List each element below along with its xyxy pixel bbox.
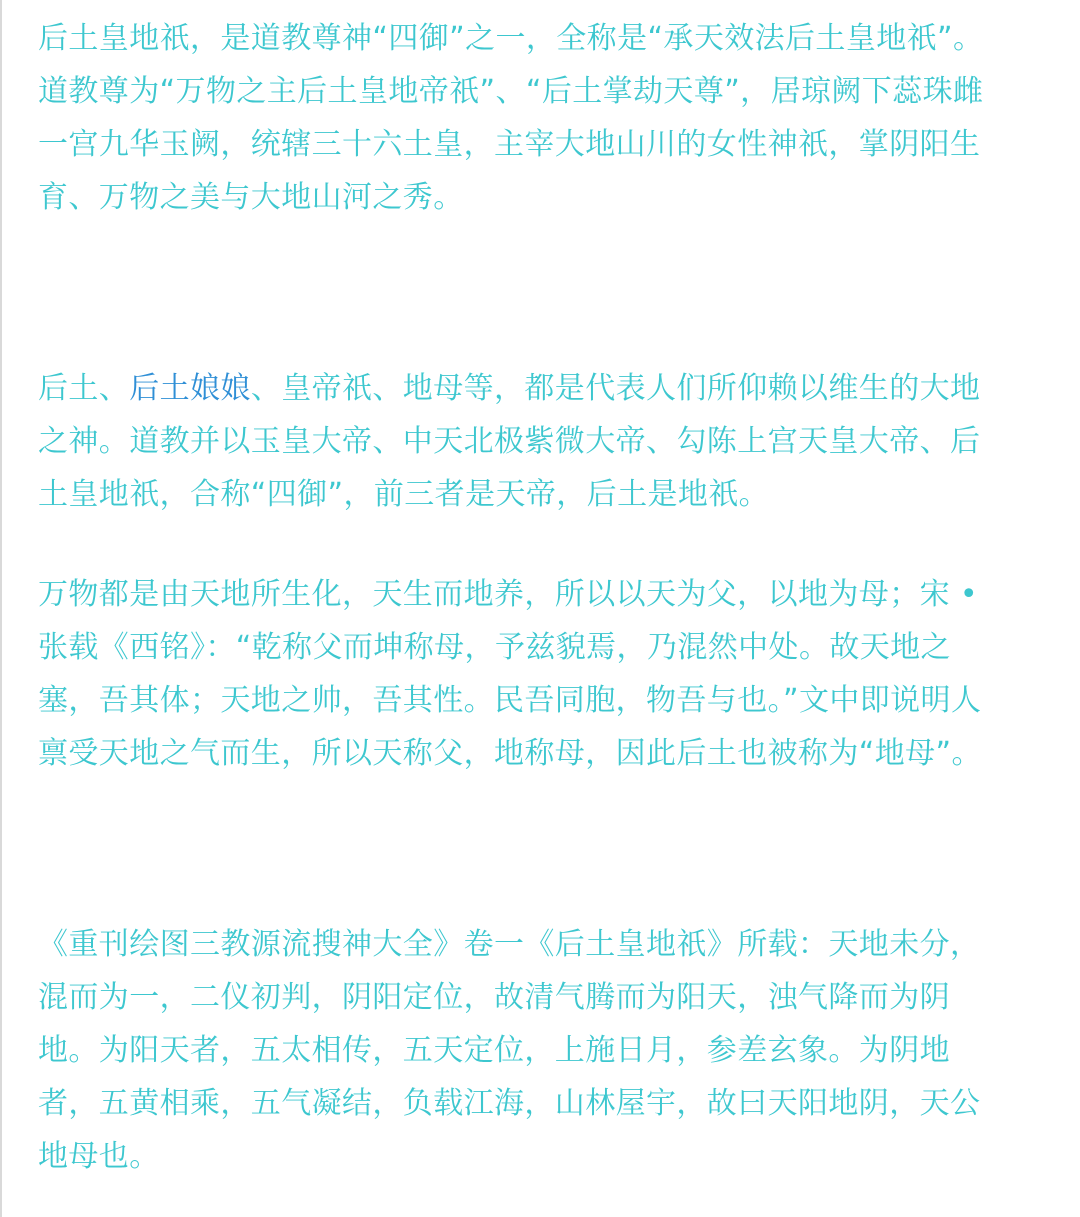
houtu-niangniang-link[interactable]: 后土娘娘 bbox=[129, 371, 251, 406]
left-border bbox=[0, 0, 2, 1217]
paragraph-source-quote: 《重刊绘图三教源流搜神大全》卷一《后土皇地祇》所载：天地未分， 混而为一，二仪初判，阴阳定位，故清气腾而为阳天，浊气降而为阴 地。为阳天者，五太相传，五天定位，上施日月，参差玄象。为阴地 者，五黄相乘，五气凝结，负载江海，山林屋宇，故曰天阳地阴，天公 地母也。 bbox=[38, 927, 981, 1174]
paragraph-text-before-link: 后土、 bbox=[38, 371, 130, 406]
paragraph-earth-deity bbox=[38, 362, 1048, 521]
paragraph-intro: 后土皇地祇，是道教尊神“四御”之一，全称是“承天效法后土皇地祇”。 道教尊为“万物之主后土皇地帝祇”、“后土掌劫天尊”，居琼阙下蕊珠雌 一宫九华玉阙，统辖三十六土皇，主宰大地山川的女性神祇，掌阴阳生 育、万物之美与大地山河之秀。 bbox=[38, 21, 984, 215]
paragraph-heaven-earth: 万物都是由天地所生化，天生而地养，所以以天为父，以地为母；宋 • 张载《西铭》：“乾称父而坤称母，予兹貌焉，乃混然中处。故天地之 塞，吾其体；天地之帅，吾其性。民吾同胞，物吾与也。”文中即说明人 禀受天地之气而生，所以天称父，地称母，因此后土也被称为“地母”。 bbox=[38, 577, 982, 771]
paragraph-text-after-link: 、皇帝祇、地母等，都是代表人们所仰赖以维生的大地 之神。道教并以玉皇大帝、中天北极紫微大帝、勾陈上宫天皇大帝、后 土皇地祇，合称“四御”，前三者是天帝，后土是地祇。 bbox=[38, 371, 981, 512]
